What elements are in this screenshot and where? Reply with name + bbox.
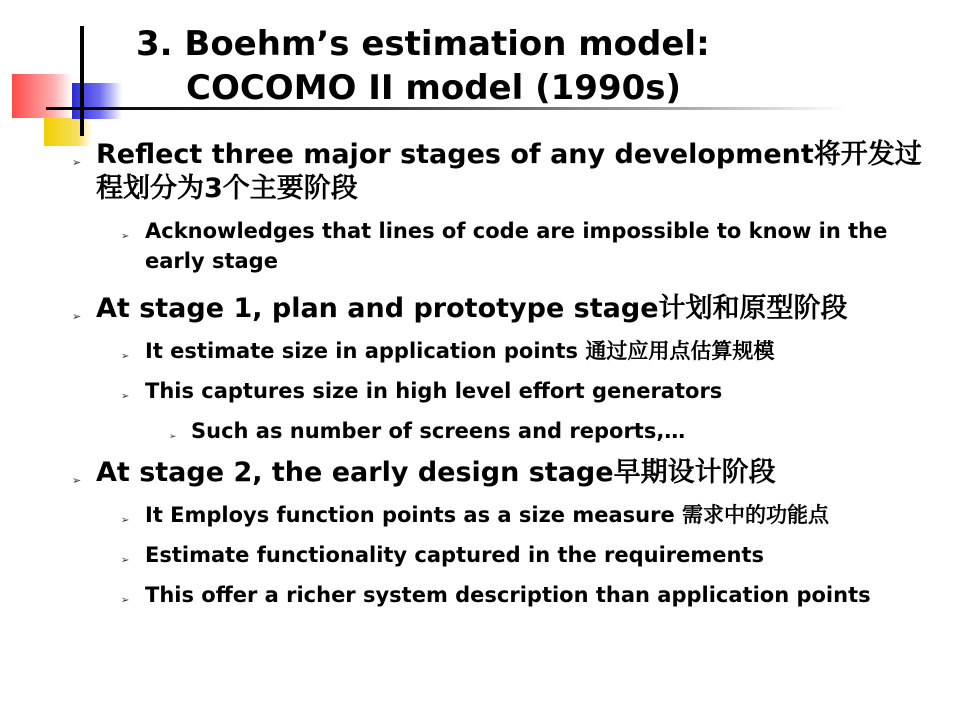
arrow-bullet-icon: ➢ [121,391,130,402]
bullet-item [121,216,935,276]
bullet-text: Reflect three major stages of any development将开发过程划分为3个主要阶段 [96,139,922,204]
slide-title-line2: COCOMO II model (1990s) [186,68,682,108]
arrow-bullet-icon: ➢ [72,310,82,323]
bullet-text: It Employs function points as a size measure 需求中的功能点 [145,503,830,527]
arrow-bullet-icon: ➢ [121,515,130,526]
slide-content [0,138,960,610]
bullet-item [121,336,935,366]
bullet-text: At stage 1, plan and prototype stage计划和原型阶段 [96,293,848,324]
arrow-bullet-icon: ➢ [121,595,130,606]
bullet-item [72,138,946,206]
arrow-bullet-icon: ➢ [121,555,130,566]
slide-title [136,22,710,110]
arrow-bullet-icon: ➢ [169,432,177,442]
bullet-text: This offer a richer system description than application points [145,583,871,607]
bullet-item [72,456,946,490]
bullet-item [121,540,935,570]
decor-vertical-line [80,26,84,136]
bullet-text: Estimate functionality captured in the requirements [145,543,765,567]
bullet-text: Acknowledges that lines of code are impossible to know in the early stage [145,219,888,273]
bullet-text: It estimate size in application points 通过应用点估算规模 [145,339,775,363]
arrow-bullet-icon: ➢ [121,351,130,362]
bullet-item [169,416,931,446]
bullet-item [121,580,935,610]
bullet-item [121,500,935,530]
bullet-text: This captures size in high level effort generators [145,379,723,403]
bullet-text: Such as number of screens and reports,… [191,419,686,443]
slide-title-line1: 3. Boehm’s estimation model: [136,24,710,64]
bullet-text: At stage 2, the early design stage早期设计阶段 [96,457,776,488]
arrow-bullet-icon: ➢ [72,474,82,487]
decor-red-block [12,74,72,118]
arrow-bullet-icon: ➢ [72,156,82,169]
bullet-item [72,292,946,326]
arrow-bullet-icon: ➢ [121,231,130,242]
bullet-item [121,376,935,406]
